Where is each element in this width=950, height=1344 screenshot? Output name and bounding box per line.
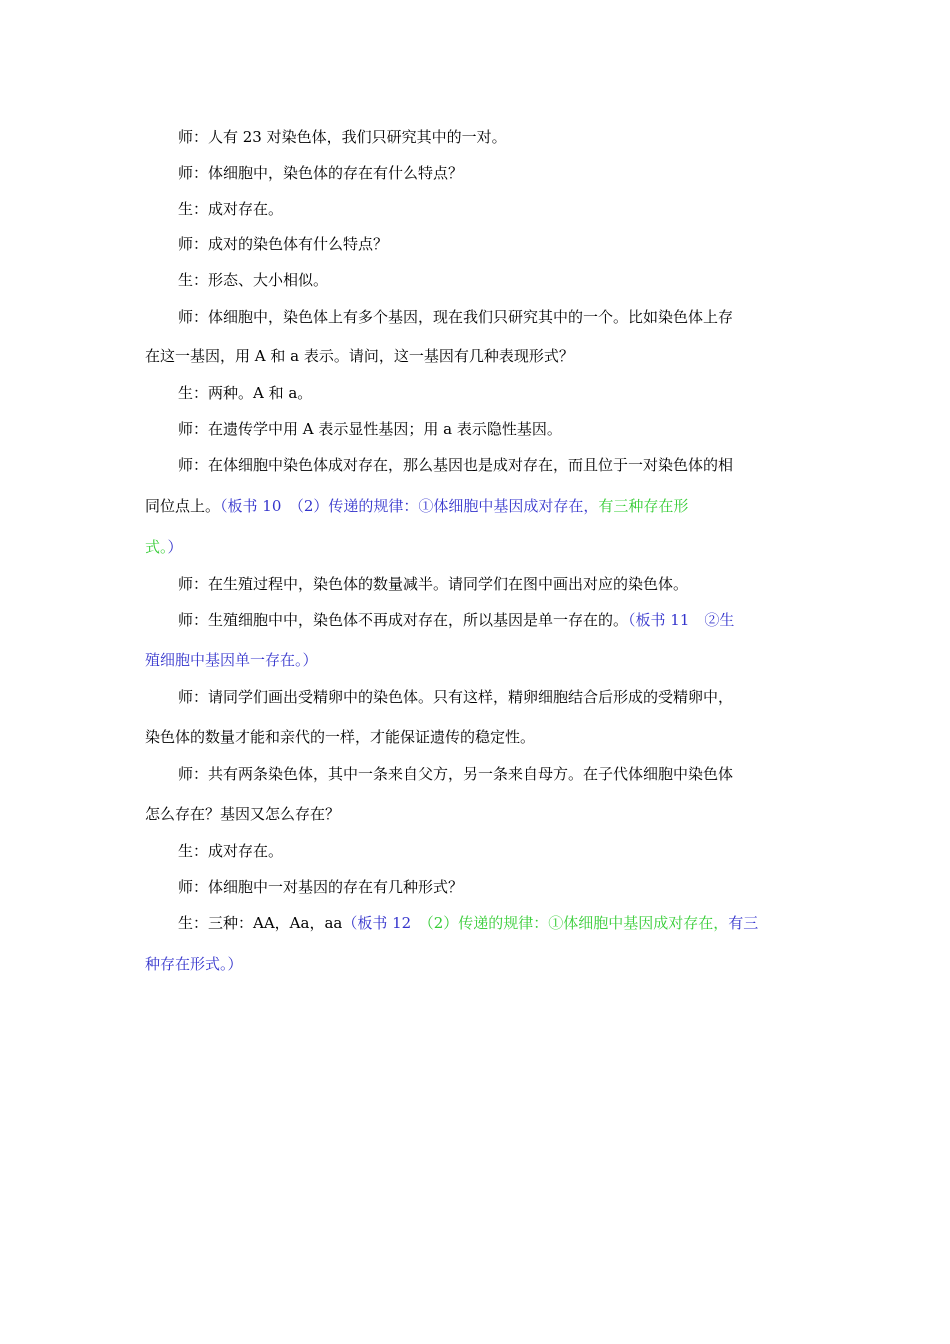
- paragraph-line: [178, 419, 562, 439]
- paragraph-line: [145, 346, 574, 366]
- text-run: 师：体细胞中，染色体的存在有什么特点？: [178, 164, 464, 182]
- paragraph-line: [145, 804, 340, 824]
- board-note-blue: 有三: [728, 914, 759, 932]
- text-run: 生：两种。A 和 a。: [178, 384, 313, 402]
- text-run: 生：形态、大小相似。: [178, 271, 329, 289]
- paragraph-line: [178, 199, 283, 219]
- board-note-green: 式。: [145, 538, 168, 556]
- text-run: 师：体细胞中，染色体上有多个基因，现在我们只研究其中的一个。比如染色体上存: [178, 308, 734, 326]
- paragraph-line: [178, 841, 283, 861]
- board-note-green: （2）传递的规律：①体细胞中基因成对存在，: [426, 914, 729, 932]
- text-run: 师：成对的染色体有什么特点？: [178, 235, 389, 253]
- paragraph-line: [145, 496, 688, 516]
- paragraph-line: [145, 727, 535, 747]
- text-run: 怎么存在？基因又怎么存在？: [145, 805, 341, 823]
- text-run: 师：请同学们画出受精卵中的染色体。只有这样，精卵细胞结合后形成的受精卵中，: [178, 688, 734, 706]
- paragraph-line: [178, 877, 463, 897]
- paragraph-line: [178, 383, 312, 403]
- text-run: 生：三种：AA，Aa，aa: [178, 914, 343, 932]
- board-note-blue: （板书 10 （2）传递的规律：①体细胞中基因成对存在，: [220, 497, 599, 515]
- board-note-blue: （板书 11 ②生: [628, 611, 735, 629]
- paragraph-line: [145, 650, 318, 670]
- text-run: 师：在体细胞中染色体成对存在，那么基因也是成对存在，而且位于一对染色体的相: [178, 456, 734, 474]
- paragraph-line: [145, 537, 183, 557]
- paragraph-line: [178, 574, 688, 594]
- text-run: 师：在遗传学中用 A 表示显性基因；用 a 表示隐性基因。: [178, 420, 562, 438]
- paragraph-line: [178, 764, 733, 784]
- text-run: 师：人有 23 对染色体，我们只研究其中的一对。: [178, 128, 507, 146]
- paragraph-line: [178, 913, 758, 933]
- text-run: 染色体的数量才能和亲代的一样，才能保证遗传的稳定性。: [145, 728, 536, 746]
- text-run: 生：成对存在。: [178, 200, 284, 218]
- board-note-blue: 殖细胞中基因单一存在。）: [145, 651, 318, 669]
- board-note-green: 有三种存在形: [598, 497, 689, 515]
- paragraph-line: [178, 270, 328, 290]
- paragraph-line: [178, 163, 463, 183]
- text-run: 师：在生殖过程中，染色体的数量减半。请同学们在图中画出对应的染色体。: [178, 575, 689, 593]
- paragraph-line: [178, 307, 733, 327]
- paragraph-line: [178, 687, 733, 707]
- paragraph-line: [178, 455, 733, 475]
- text-run: 生：成对存在。: [178, 842, 284, 860]
- paragraph-line: [178, 234, 388, 254]
- paragraph-line: [178, 127, 507, 147]
- text-run: 同位点上。: [145, 497, 221, 515]
- paragraph-line: [145, 954, 243, 974]
- board-note-blue: 种存在形式。）: [145, 955, 243, 973]
- text-run: 在这一基因，用 A 和 a 表示。请问，这一基因有几种表现形式？: [145, 347, 574, 365]
- text-run: 师：生殖细胞中中，染色体不再成对存在，所以基因是单一存在的。: [178, 611, 629, 629]
- board-note-blue: （板书 12: [342, 914, 427, 932]
- text-run: 师：体细胞中一对基因的存在有几种形式？: [178, 878, 464, 896]
- board-note-blue: ）: [167, 538, 183, 556]
- paragraph-line: [178, 610, 734, 630]
- text-run: 师：共有两条染色体，其中一条来自父方，另一条来自母方。在子代体细胞中染色体: [178, 765, 734, 783]
